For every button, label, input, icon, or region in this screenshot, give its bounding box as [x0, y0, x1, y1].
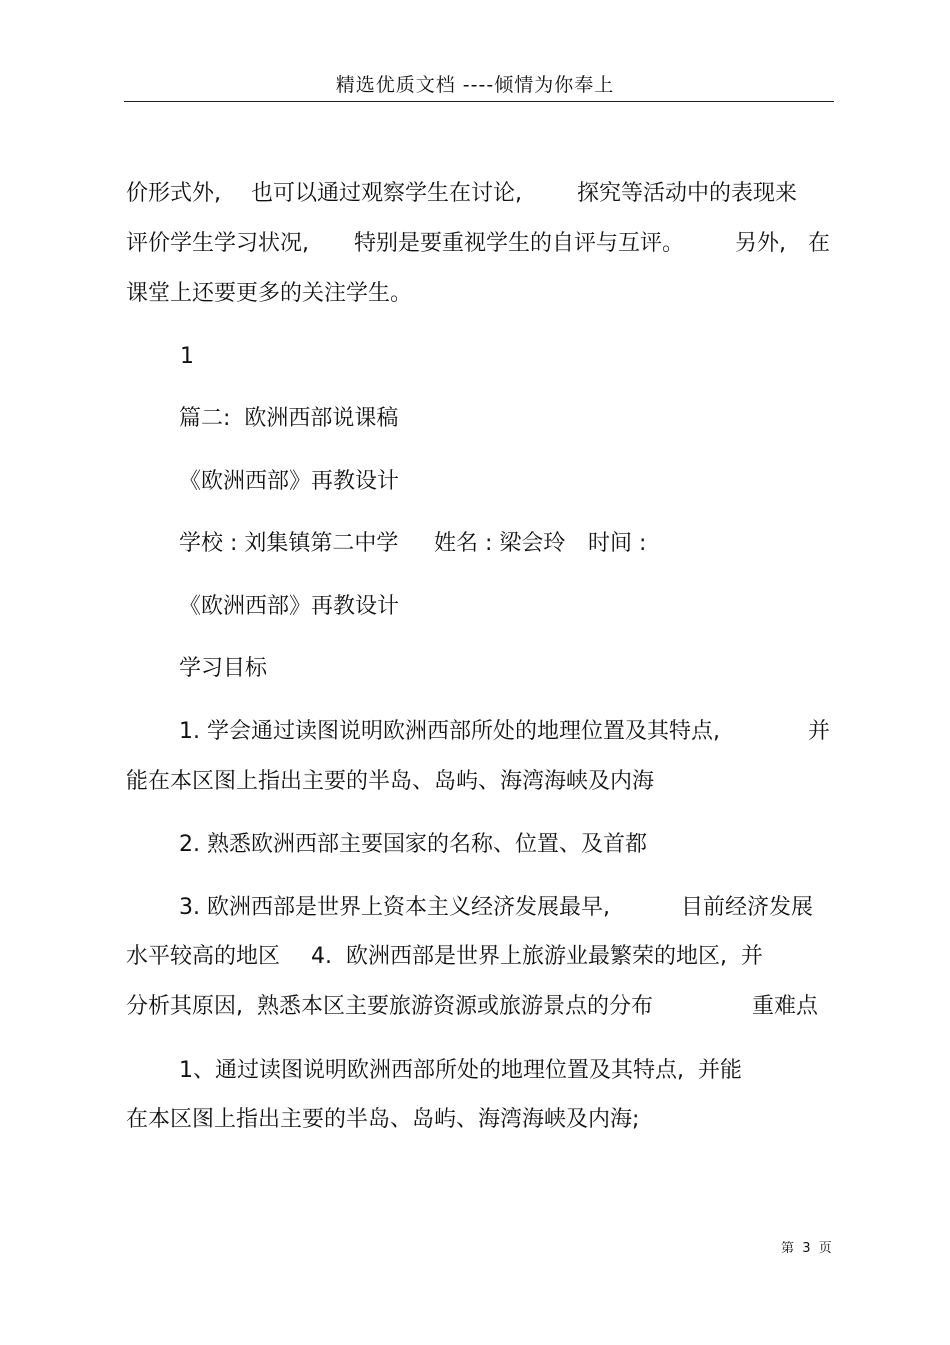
- text-segment: 《欧洲西部》再教设计: [179, 594, 400, 619]
- text-segment: 能在本区图上指出主要的半岛、岛屿、海湾海峡及内海: [126, 769, 655, 794]
- key-point-1-line: [0, 1104, 950, 1136]
- page-footer: 第 3 页: [781, 1241, 832, 1256]
- text-segment: 另外,: [735, 231, 786, 256]
- text-segment: 重难点: [752, 994, 819, 1019]
- text-segment: 4. 欧洲西部是世界上旅游业最繁荣的地区, 并: [311, 944, 763, 969]
- paragraph-line: [0, 278, 950, 310]
- page-number-marker: [0, 341, 950, 373]
- goal-3-line: [0, 991, 950, 1023]
- paragraph-line: [0, 178, 950, 210]
- text-segment: 2. 熟悉欧洲西部主要国家的名称、位置、及首都: [179, 832, 647, 857]
- school-field: 学校 : 刘集镇第二中学: [179, 531, 399, 556]
- text-segment: 1. 学会通过读图说明欧洲西部所处的地理位置及其特点,: [179, 719, 720, 744]
- header-divider: [124, 101, 834, 102]
- name-field: 姓名 : 梁会玲: [434, 531, 566, 556]
- text-segment: 篇二: 欧洲西部说课稿: [179, 406, 399, 431]
- goal-3-line: [0, 941, 950, 973]
- text-segment: 1: [180, 344, 194, 369]
- text-segment: 在本区图上指出主要的半岛、岛屿、海湾海峡及内海;: [126, 1107, 640, 1132]
- text-segment: 价形式外,: [126, 181, 221, 206]
- goal-1-line: [0, 716, 950, 748]
- paragraph-line: [0, 228, 950, 260]
- time-field: 时间 :: [588, 531, 647, 556]
- page-header: 精选优质文档 ----倾情为你奉上: [335, 74, 615, 96]
- goals-heading: [0, 653, 950, 685]
- goal-2-line: [0, 829, 950, 861]
- design-title: [0, 466, 950, 498]
- text-segment: 学习目标: [179, 656, 268, 681]
- goal-1-line: [0, 766, 950, 798]
- text-segment: 分析其原因, 熟悉本区主要旅游资源或旅游景点的分布: [126, 994, 653, 1019]
- design-title: [0, 591, 950, 623]
- section-title: [0, 403, 950, 435]
- text-segment: 并: [808, 719, 831, 744]
- text-segment: 特别是要重视学生的自评与互评。: [354, 231, 685, 256]
- text-segment: 3. 欧洲西部是世界上资本主义经济发展最早,: [179, 895, 610, 920]
- goal-3-line: [0, 892, 950, 924]
- text-segment: 1、通过读图说明欧洲西部所处的地理位置及其特点, 并能: [179, 1058, 742, 1083]
- text-segment: 也可以通过观察学生在讨论,: [251, 181, 522, 206]
- text-segment: 在: [808, 231, 831, 256]
- author-info-line: [0, 528, 950, 560]
- key-point-1-line: [0, 1055, 950, 1087]
- text-segment: 《欧洲西部》再教设计: [179, 469, 400, 494]
- text-segment: 探究等活动中的表现来: [577, 181, 798, 206]
- text-segment: 水平较高的地区: [126, 944, 281, 969]
- text-segment: 评价学生学习状况,: [126, 231, 309, 256]
- text-segment: 目前经济发展: [681, 895, 814, 920]
- text-segment: 课堂上还要更多的关注学生。: [126, 281, 413, 306]
